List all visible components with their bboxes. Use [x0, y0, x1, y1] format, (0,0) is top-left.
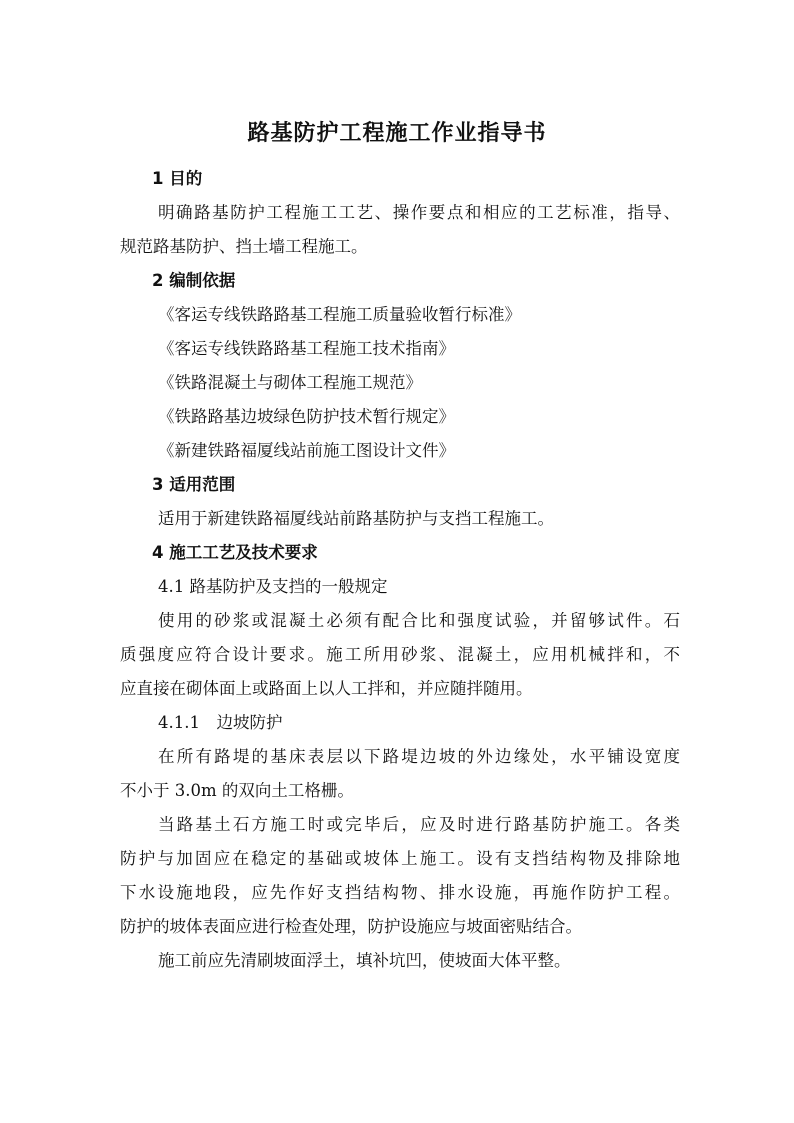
paragraph-line: 规范路基防护、挡土墙工程施工。 [120, 237, 368, 256]
paragraph-line: 防护与加固应在稳定的基础或坡体上施工。设有支挡结构物及排除地 [120, 849, 680, 868]
paragraph-line: 使用的砂浆或混凝土必须有配合比和强度试验，并留够试件。石 [158, 611, 680, 630]
paragraph-line: 质强度应符合设计要求。施工所用砂浆、混凝土，应用机械拌和，不 [120, 645, 680, 664]
section-heading-basis: 2 编制依据 [152, 271, 236, 290]
paragraph-line: 在所有路堤的基床表层以下路堤边坡的外边缘处，水平铺设宽度 [158, 747, 680, 766]
document-title: 路基防护工程施工作业指导书 [247, 121, 547, 146]
section-heading-process: 4 施工工艺及技术要求 [152, 543, 318, 562]
subsection-heading: 4.1 路基防护及支挡的一般规定 [158, 577, 388, 596]
paragraph-line: 明确路基防护工程施工工艺、操作要点和相应的工艺标准，指导、 [158, 203, 680, 222]
reference-item: 《客运专线铁路路基工程施工技术指南》 [158, 339, 455, 358]
paragraph-line: 当路基土石方施工时或完毕后，应及时进行路基防护施工。各类 [158, 815, 680, 834]
paragraph-line: 防护的坡体表面应进行检查处理，防护设施应与坡面密贴结合。 [120, 917, 582, 936]
reference-item: 《铁路混凝土与砌体工程施工规范》 [158, 373, 422, 392]
section-heading-scope: 3 适用范围 [152, 475, 236, 494]
paragraph-line: 施工前应先清刷坡面浮土，填补坑凹，使坡面大体平整。 [158, 951, 571, 970]
paragraph-line: 适用于新建铁路福厦线站前路基防护与支挡工程施工。 [158, 509, 554, 528]
paragraph-line: 应直接在砌体面上或路面上以人工拌和，并应随拌随用。 [120, 679, 533, 698]
reference-item: 《客运专线铁路路基工程施工质量验收暂行标准》 [158, 305, 521, 324]
paragraph-line: 下水设施地段，应先作好支挡结构物、排水设施，再施作防护工程。 [120, 883, 680, 902]
reference-item: 《铁路路基边坡绿色防护技术暂行规定》 [158, 407, 455, 426]
reference-item: 《新建铁路福厦线站前施工图设计文件》 [158, 441, 455, 460]
subsubsection-heading: 4.1.1 边坡防护 [158, 713, 283, 732]
paragraph-line: 不小于 3.0m 的双向土工格栅。 [120, 781, 354, 800]
section-heading-purpose: 1 目的 [152, 169, 203, 188]
